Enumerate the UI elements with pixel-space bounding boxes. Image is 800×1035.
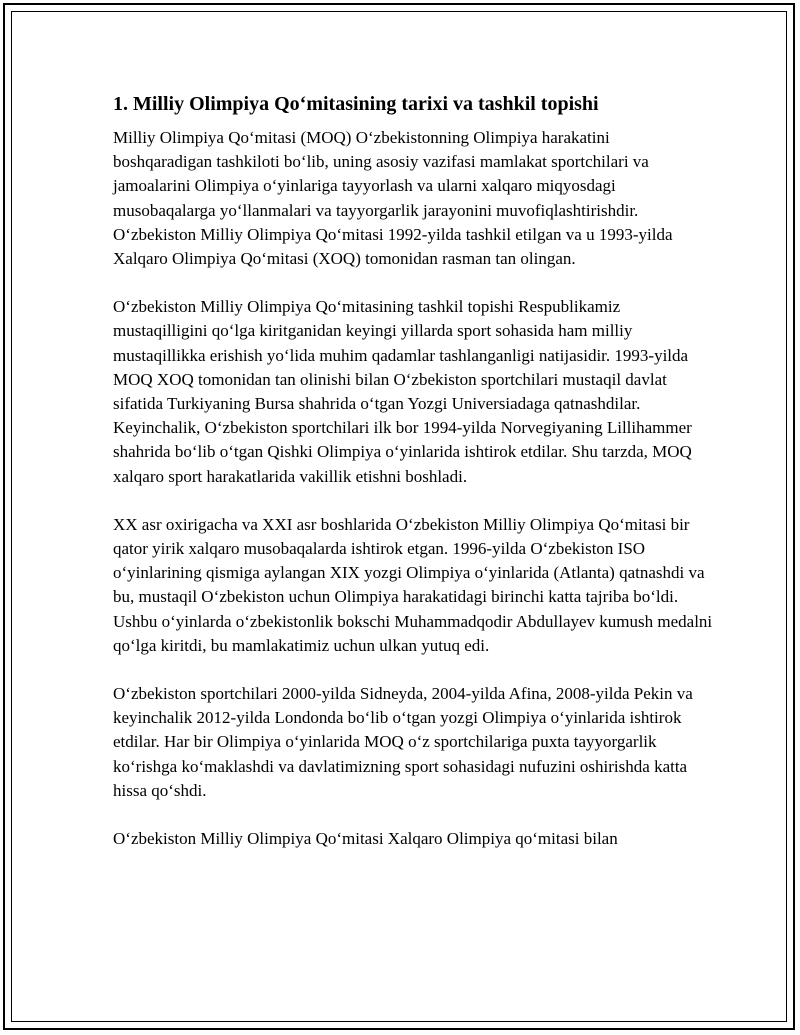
paragraph: O‘zbekiston Milliy Olimpiya Qo‘mitasining tashkil topishi Respublikamiz mustaqilligini qo‘lga kiritganidan keyingi yillarda sport sohasida ham milliy mustaqillikka erishish yo‘lida muhim qadamlar tashlanganligi natijasidir. 1993-yilda MOQ XOQ tomonidan tan olinishi bilan O‘zbekiston sportchilari mustaqil davlat sifatida Turkiyaning Bursa shahrida o‘tgan Yozgi Universiadaga qatnashdilar. Keyinchalik, O‘zbekiston sportchilari ilk bor 1994-yilda Norvegiyaning Lillihammer shahrida bo‘lib o‘tgan Qishki Olimpiya o‘yinlarida ishtirok etdilar. Shu tarzda, MOQ xalqaro sport harakatlarida vakillik etishni boshladi. — [113, 297, 692, 486]
paragraph: O‘zbekiston sportchilari 2000-yilda Sidneyda, 2004-yilda Afina, 2008-yilda Pekin va keyinchalik 2012-yilda Londonda bo‘lib o‘tgan yozgi Olimpiya o‘yinlarida ishtirok etdilar. Har bir Olimpiya o‘yinlarida MOQ o‘z sportchilariga puxta tayyorgarlik ko‘rishga ko‘maklashdi va davlatimizning sport sohasidagi nufuzini oshirishda katta hissa qo‘shdi. — [113, 684, 693, 800]
document-body — [113, 90, 713, 875]
paragraph: XX asr oxirigacha va XXI asr boshlarida O‘zbekiston Milliy Olimpiya Qo‘mitasi bir qator yirik xalqaro musobaqalarda ishtirok etgan. 1996-yilda O‘zbekiston ISO o‘yinlarining qismiga aylangan XIX yozgi Olimpiya o‘yinlarida (Atlanta) qatnashdi va bu, mustaqil O‘zbekiston uchun Olimpiya harakatidagi birinchi katta tajriba bo‘ldi. Ushbu o‘yinlarda o‘zbekistonlik bokschi Muhammadqodir Abdullayev kumush medalni qo‘lga kiritdi, bu mamlakatimiz uchun ulkan yutuq edi. — [113, 514, 713, 655]
section-heading: 1. Milliy Olimpiya Qo‘mitasining tarixi va tashkil topishi — [113, 93, 599, 115]
paragraph: O‘zbekiston Milliy Olimpiya Qo‘mitasi Xalqaro Olimpiya qo‘mitasi bilan — [113, 829, 618, 849]
paragraph: Milliy Olimpiya Qo‘mitasi (MOQ) O‘zbekistonning Olimpiya harakatini boshqaradigan tashkiloti bo‘lib, uning asosiy vazifasi mamlakat sportchilari va jamoalarini Olimpiya o‘yinlariga tayyorlash va ularni xalqaro miqyosdagi musobaqalarga yo‘llanmalari va tayyorgarlik jarayonini muvofiqlashtirishdir. O‘zbekiston Milliy Olimpiya Qo‘mitasi 1992-yilda tashkil etilgan va u 1993-yilda Xalqaro Olimpiya Qo‘mitasi (XOQ) tomonidan rasman tan olingan. — [113, 128, 673, 269]
